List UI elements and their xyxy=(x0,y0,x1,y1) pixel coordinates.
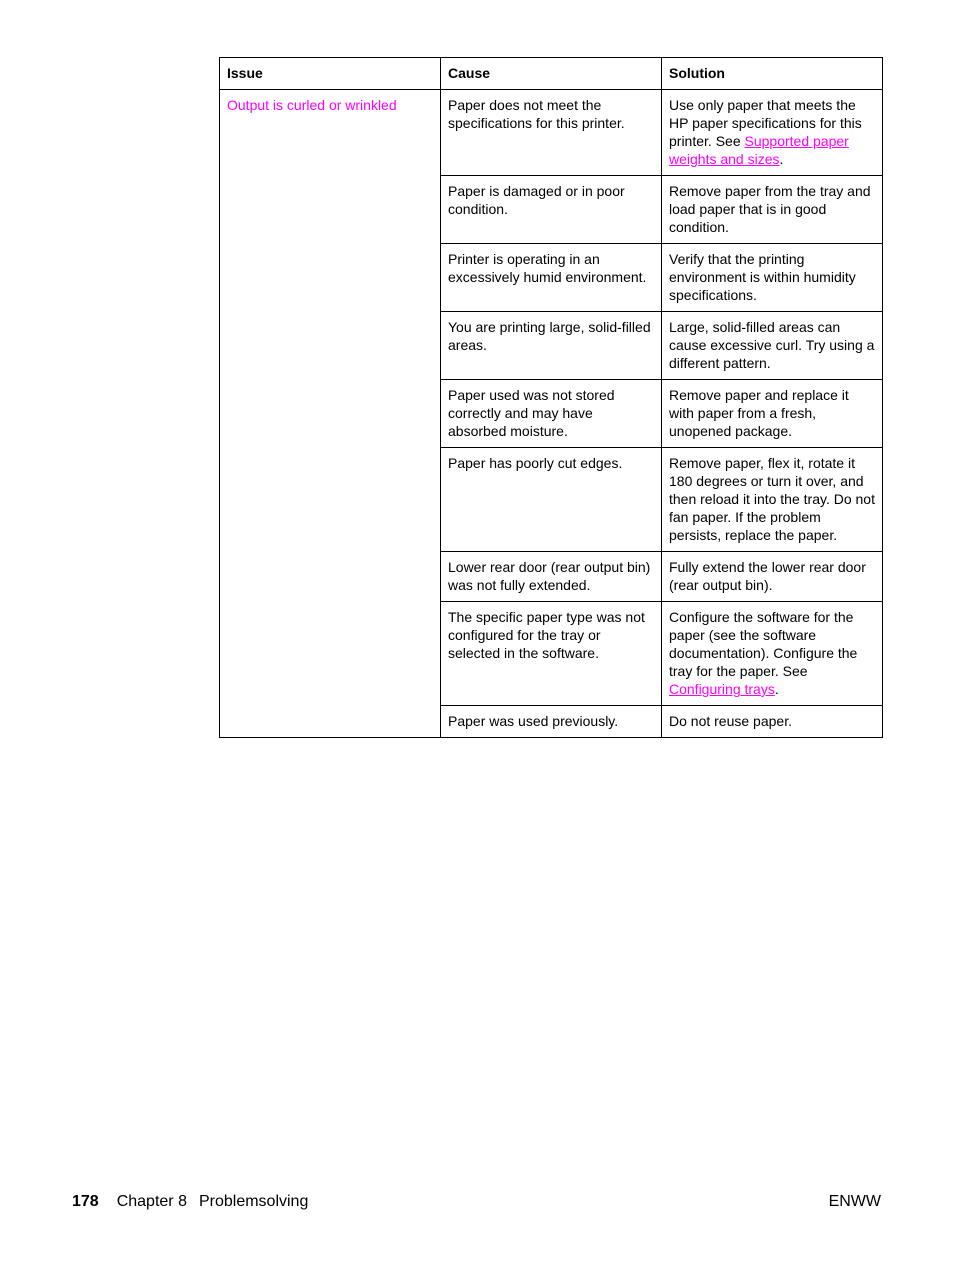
solution-cell: Do not reuse paper. xyxy=(662,706,883,738)
issue-link[interactable]: Output is curled or wrinkled xyxy=(227,97,397,113)
chapter-label: Chapter 8 xyxy=(116,1193,187,1210)
solution-cell: Verify that the printing environment is within humidity specifications. xyxy=(662,244,883,312)
solution-cell xyxy=(662,90,883,176)
cause-cell: Paper has poorly cut edges. xyxy=(441,448,662,552)
header-solution: Solution xyxy=(662,58,883,90)
cause-cell: You are printing large, solid-filled areas. xyxy=(441,312,662,380)
solution-cell: Fully extend the lower rear door (rear output bin). xyxy=(662,552,883,602)
cause-cell: Paper does not meet the specifications for this printer. xyxy=(441,90,662,176)
page-footer-left xyxy=(72,1192,308,1212)
solution-cell: Remove paper, flex it, rotate it 180 degrees or turn it over, and then reload it into the tray. Do not fan paper. If the problem persists, replace the paper. xyxy=(662,448,883,552)
page-number: 178 xyxy=(72,1193,99,1210)
solution-cell: Remove paper and replace it with paper from a fresh, unopened package. xyxy=(662,380,883,448)
header-issue: Issue xyxy=(220,58,441,90)
solution-cell: Large, solid-filled areas can cause excessive curl. Try using a different pattern. xyxy=(662,312,883,380)
solution-text-end: . xyxy=(779,151,784,167)
cause-cell: Paper used was not stored correctly and may have absorbed moisture. xyxy=(441,380,662,448)
configuring-trays-link[interactable]: Configuring trays xyxy=(669,681,775,697)
table-row xyxy=(220,90,883,176)
solution-text: Configure the software for the paper (see the software documentation). Configure the tray for the paper. See xyxy=(669,609,858,679)
header-cause: Cause xyxy=(441,58,662,90)
cause-cell: Printer is operating in an excessively humid environment. xyxy=(441,244,662,312)
solution-cell: Remove paper from the tray and load paper that is in good condition. xyxy=(662,176,883,244)
issue-cell xyxy=(220,90,441,738)
supported-paper-link[interactable]: Supported paper weights and sizes xyxy=(669,133,849,167)
page-footer-right: ENWW xyxy=(828,1193,881,1210)
troubleshooting-table xyxy=(219,57,883,738)
solution-cell xyxy=(662,602,883,706)
cause-cell: Lower rear door (rear output bin) was not fully extended. xyxy=(441,552,662,602)
table-header-row xyxy=(220,58,883,90)
cause-cell: Paper is damaged or in poor condition. xyxy=(441,176,662,244)
solution-text-end: . xyxy=(774,681,779,697)
cause-cell: Paper was used previously. xyxy=(441,706,662,738)
solution-text: Use only paper that meets the HP paper specifications for this printer. See xyxy=(669,97,862,149)
section-label: Problemsolving xyxy=(198,1193,309,1210)
cause-cell: The specific paper type was not configured for the tray or selected in the software. xyxy=(441,602,662,706)
